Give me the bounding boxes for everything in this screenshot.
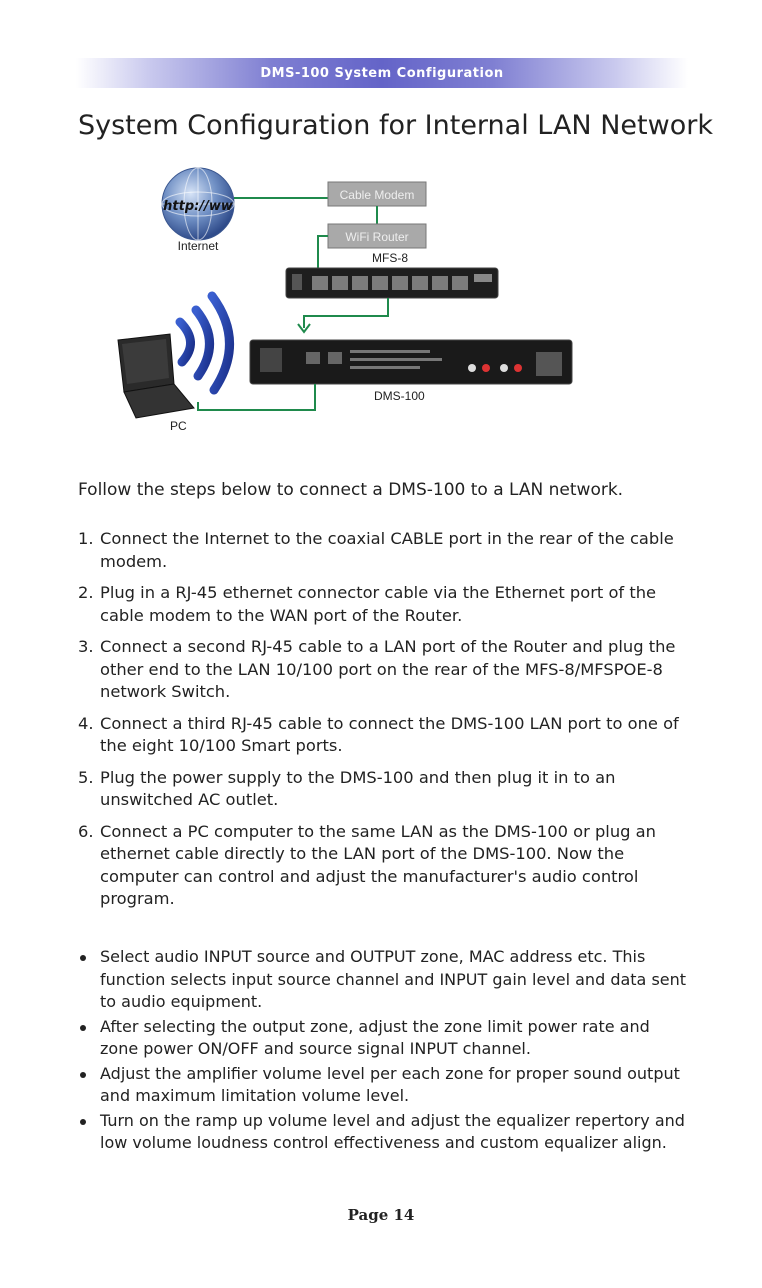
mfs8-switch-device: [286, 268, 498, 298]
header-band-text: DMS-100 System Configuration: [260, 65, 504, 81]
page-title: System Configuration for Internal LAN Network: [78, 110, 713, 141]
list-item: [78, 582, 688, 627]
step-text: Plug in a RJ-45 ethernet connector cable via the Ethernet port of the cable modem to the WAN port of the Router.: [100, 583, 657, 625]
step-number: 6.: [78, 821, 94, 841]
list-item: [78, 821, 688, 911]
step-number: 1.: [78, 529, 94, 548]
pc-label: PC: [170, 419, 187, 433]
step-number: 2.: [78, 583, 94, 602]
list-item: [78, 713, 688, 758]
step-text: Connect a second RJ-45 cable to a LAN port of the Router and plug the other end to the LAN 10/100 port on the rear of the MFS-8/MFSPOE-8 network Switch.: [100, 637, 676, 701]
list-item: [78, 1110, 688, 1155]
step-text: Connect a PC computer to the same LAN as the DMS-100 or plug an ethernet cable directly to the LAN port of the DMS-100. Now the computer can control and adjust the manufacturer's audio control program.: [100, 821, 656, 908]
dms100-device: [250, 340, 572, 384]
network-diagram: [100, 162, 620, 452]
bullet-dot: [80, 1119, 86, 1125]
bullet-text: Adjust the amplifier volume level per each zone for proper sound output and maximum limitation volume level.: [100, 1063, 680, 1105]
list-item: [78, 767, 688, 812]
list-item: [78, 1063, 688, 1108]
internet-globe-icon: [162, 168, 234, 240]
step-text: Connect a third RJ-45 cable to connect the DMS-100 LAN port to one of the eight 10/100 Smart ports.: [100, 713, 679, 755]
step-number: 3.: [78, 637, 94, 656]
bullet-text: Select audio INPUT source and OUTPUT zone, MAC address etc. This function selects input source channel and INPUT gain level and data sent to audio equipment.: [100, 947, 687, 1011]
cable-modem-label: Cable Modem: [339, 188, 415, 202]
header-band: [76, 58, 688, 88]
step-text: Connect the Internet to the coaxial CABLE port in the rear of the cable modem.: [100, 529, 674, 571]
wireless-signal-icon: [180, 296, 230, 390]
step-text: Plug the power supply to the DMS-100 and then plug it in to an unswitched AC outlet.: [100, 767, 616, 809]
bullet-dot: [80, 1072, 86, 1078]
steps-list: [78, 528, 688, 920]
bullet-text: Turn on the ramp up volume level and adjust the equalizer repertory and low volume loudness control effectiveness and custom equalizer align.: [100, 1110, 685, 1152]
bullet-dot: [80, 955, 86, 961]
list-item: [78, 946, 688, 1014]
intro-text: Follow the steps below to connect a DMS-100 to a LAN network.: [78, 480, 624, 500]
internet-label: Internet: [177, 239, 219, 253]
laptop-pc-icon: [118, 334, 194, 418]
globe-text: http://ww: [163, 199, 233, 214]
cable-modem-box: [328, 182, 426, 206]
wifi-router-box: [328, 224, 426, 248]
step-number: 4.: [78, 713, 94, 733]
bullet-dot: [80, 1025, 86, 1031]
list-item: [78, 636, 688, 704]
wifi-router-label: WiFi Router: [345, 230, 409, 244]
switch-label: MFS-8: [372, 251, 408, 265]
dms-label: DMS-100: [374, 389, 425, 403]
page-number: Page 14: [347, 1206, 415, 1224]
step-number: 5.: [78, 767, 94, 787]
bullet-text: After selecting the output zone, adjust the zone limit power rate and zone power ON/OFF and source signal INPUT channel.: [100, 1016, 650, 1058]
list-item: [78, 1016, 688, 1061]
list-item: [78, 528, 688, 573]
bullets-list: [78, 946, 688, 1157]
